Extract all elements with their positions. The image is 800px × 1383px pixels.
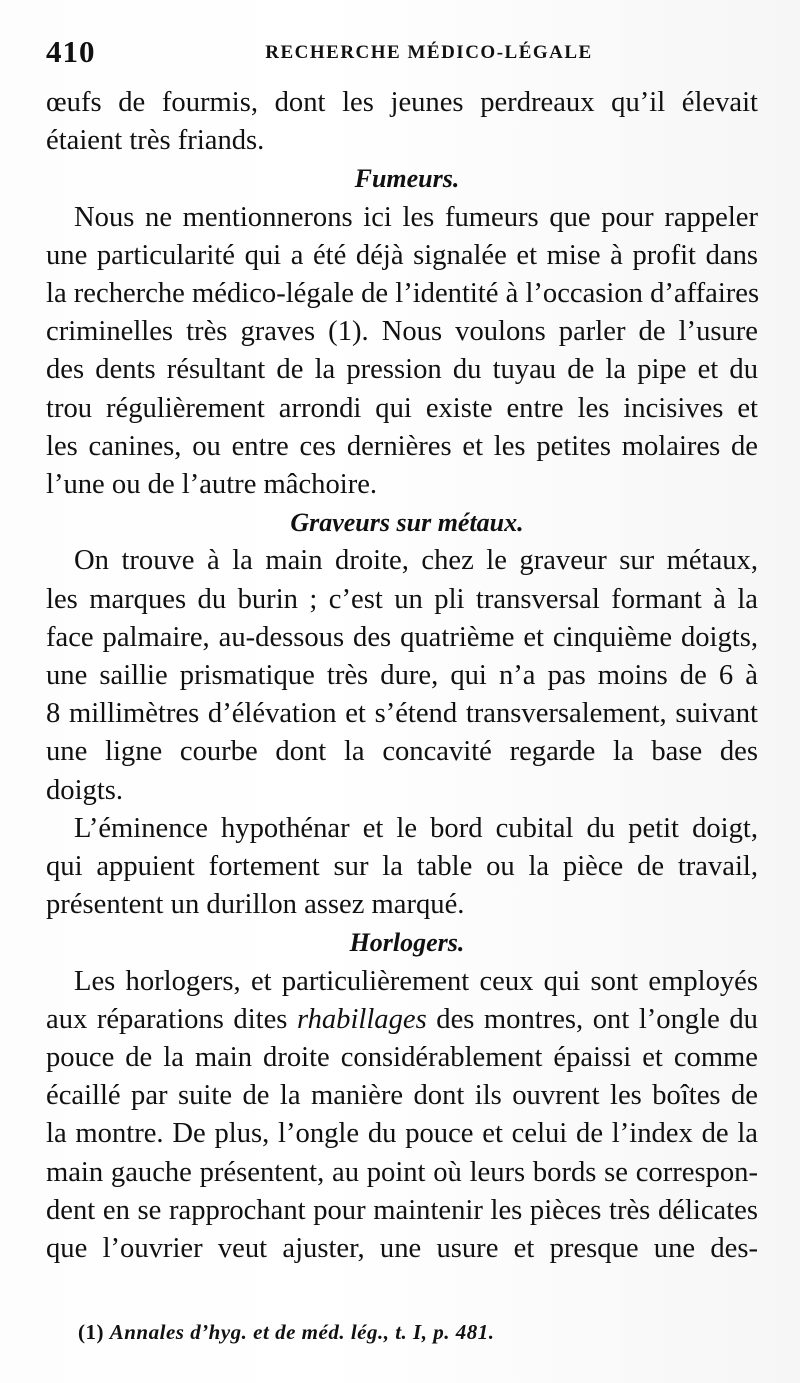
text-line: que l’ouvrier veut ajuster, une usure et presque une des-: [46, 1233, 758, 1265]
footnote-text: Annales d’hyg. et de méd. lég., t. I, p. 481.: [109, 1320, 495, 1344]
section-heading-horlogers: Horlogers.: [349, 928, 465, 958]
text-line: une saillie prismatique très dure, qui n’a pas moins de 6 à: [46, 660, 758, 692]
text-line: trou régulièrement arrondi qui existe entre les incisives et: [46, 392, 758, 424]
text-line: une ligne courbe dont la concavité regarde la base des: [46, 736, 758, 768]
text-line: aux réparations dites rhabillages des montres, ont l’ongle du: [46, 1003, 758, 1035]
italic-term: rhabillages: [296, 1003, 427, 1035]
text-line: Les horlogers, et particulièrement ceux qui sont employés: [74, 965, 758, 997]
text-line: la recherche médico-légale de l’identité à l’occasion d’affaires: [46, 278, 760, 310]
text-line: écaillé par suite de la manière dont ils ouvrent les boîtes de: [46, 1080, 758, 1112]
text-line: 8 millimètres d’élévation et s’étend transversalement, suivant: [46, 698, 758, 730]
footnote: [78, 1320, 494, 1345]
text-line: la montre. De plus, l’ongle du pouce et celui de l’index de la: [46, 1118, 758, 1150]
text-line: étaient très friands.: [46, 125, 265, 157]
text-line: pouce de la main droite considérablement épaissi et comme: [46, 1042, 758, 1074]
text-line: doigts.: [46, 774, 124, 806]
text-line: des dents résultant de la pression du tuyau de la pipe et du: [46, 354, 758, 386]
running-header: [38, 34, 760, 78]
section-heading-fumeurs: Fumeurs.: [354, 164, 460, 194]
text-line: Nous ne mentionnerons ici les fumeurs que pour rappeler: [74, 201, 758, 233]
paragraph-fumeurs: [46, 199, 758, 505]
text-line: les marques du burin ; c’est un pli transversal formant à la: [46, 583, 758, 615]
text-line: main gauche présentent, au point où leurs bords se correspon-: [46, 1156, 758, 1188]
paragraph-graveurs-1: [46, 542, 758, 809]
text-line: les canines, ou entre ces dernières et les petites molaires de: [46, 430, 758, 462]
text-line: On trouve à la main droite, chez le graveur sur métaux,: [74, 545, 758, 577]
running-title: RECHERCHE MÉDICO-LÉGALE: [265, 42, 593, 63]
page-number: 410: [46, 34, 96, 69]
text-line: criminelles très graves (1). Nous voulons parler de l’usure: [46, 316, 758, 348]
intro-paragraph: [46, 84, 758, 160]
text-line: l’une ou de l’autre mâchoire.: [46, 469, 378, 501]
text-line: dent en se rapprochant pour maintenir les pièces très délicates: [46, 1194, 758, 1226]
text-line: une particularité qui a été déjà signalée et mise à profit dans: [46, 239, 758, 271]
page-body: [46, 84, 758, 1268]
paragraph-horlogers: [46, 963, 758, 1269]
text-line: présentent un durillon assez marqué.: [46, 889, 465, 921]
text-line: œufs de fourmis, dont les jeunes perdreaux qu’il élevait: [46, 87, 758, 118]
text-line: qui appuient fortement sur la table ou la pièce de travail,: [46, 851, 758, 883]
section-heading-graveurs: Graveurs sur métaux.: [290, 508, 524, 538]
text-line: face palmaire, au-dessous des quatrième et cinquième doigts,: [46, 621, 758, 653]
text-line: L’éminence hypothénar et le bord cubital du petit doigt,: [74, 812, 758, 844]
paragraph-graveurs-2: [46, 810, 758, 925]
footnote-marker: (1): [78, 1320, 104, 1344]
